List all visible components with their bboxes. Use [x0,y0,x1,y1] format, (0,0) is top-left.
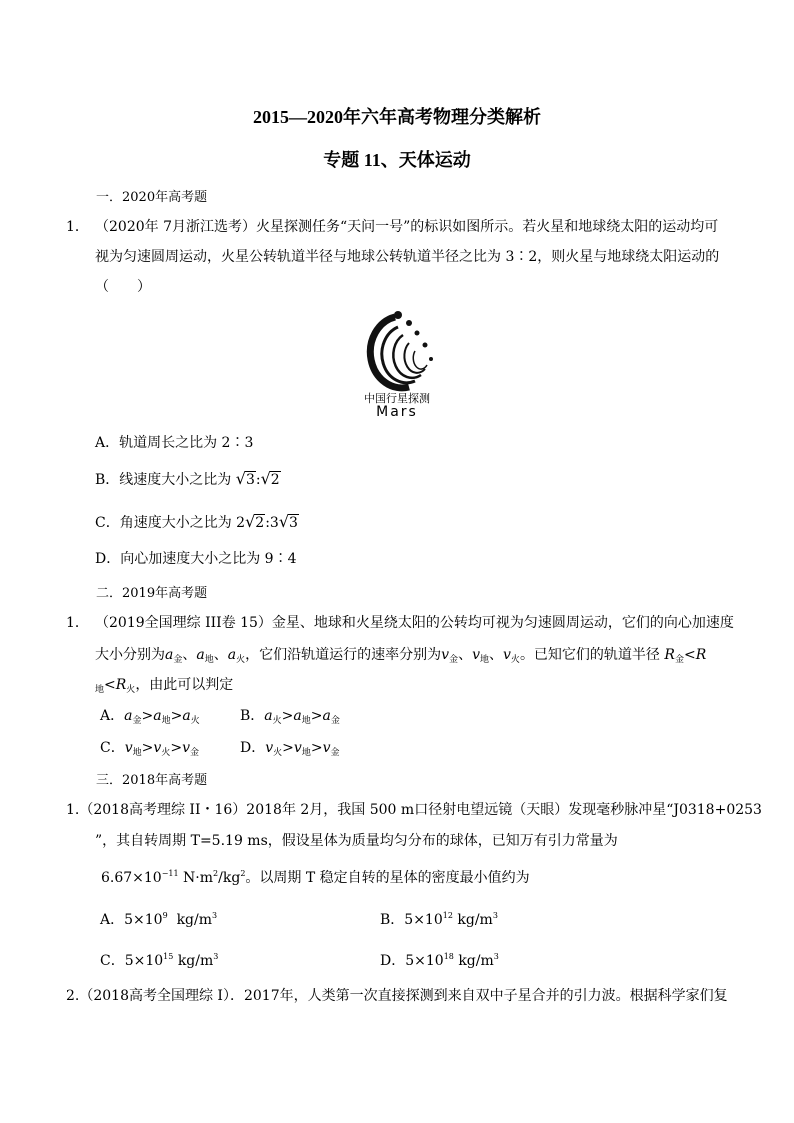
section-header-2019: 二．2019年高考题 [96,586,208,601]
option-c: C．$v_地>v_火>v_金$ [100,740,199,758]
question-text-line: 2.（2018高考全国理综 I）．2017年，人类第一次直接探测到来自双中子星合并的引力波。根据科学家们复 [66,988,728,1004]
section-header-2018: 三．2018年高考题 [96,773,208,788]
option-d: D．$v_火>v_地>v_金$ [240,740,340,758]
question-text-line: 1.（2018高考理综 II・16）2018年 2月，我国 500 m口径射电望远镜（天眼）发现毫秒脉冲星“J0318+0253 [66,802,762,818]
option-d: D．向心加速度大小之比为 9∶4 [95,551,297,567]
question-text-line: 大小分别为$a_金$、$a_地$、$a_火$，它们沿轨道运行的速率分别为$v_金$、$v_地$、$v_火$。已知它们的轨道半径 $R_金<R$ [95,647,707,665]
option-a: A．轨道周长之比为 2∶3 [95,435,254,451]
option-c: C．$5\times 10^{15}$ $kg/m^3$ [100,952,219,969]
question-text-line: $6.67\times 10^{-11}$ $N\cdot m^2/kg^2$。以周期 T 稳定自转的星体的密度最小值约为 [101,869,530,886]
question-number: 1． [66,219,89,235]
option-a: A．$5\times 10^9$ $kg/m^3$ [100,911,218,928]
option-b: B．$a_火>a_地>a_金$ [240,708,340,726]
document-subtitle: 专题 11、天体运动 [323,150,471,170]
document-title: 2015—2020年六年高考物理分类解析 [253,107,541,127]
logo-caption-cn: 中国行星探测 [364,392,430,405]
question-text-line: （ ） [95,279,151,295]
logo-caption-en: Mars [376,404,418,420]
question-text-line: ”，其自转周期 T=5.19 ms，假设星体为质量均匀分布的球体，已知万有引力常量为 [95,833,618,849]
question-text-line: $_地<R_火$，由此可以判定 [95,677,234,695]
option-b: B．$5\times 10^{12}$ $kg/m^3$ [380,911,498,928]
option-a: A．$a_金>a_地>a_火$ [100,708,200,726]
option-d: D．$5\times 10^{18}$ $kg/m^3$ [380,952,499,969]
option-b-label: B．线速度大小之比为 [95,472,232,488]
question-number: 1． [66,615,89,631]
question-text-line: （2019全国理综 III卷 15）金星、地球和火星绕太阳的公转均可视为匀速圆周运动，它们的向心加速度 [95,615,734,631]
section-header-2020: 一．2020年高考题 [96,190,208,205]
option-b: B．线速度大小之比为 √3:√2 [95,469,280,488]
question-text-line: （2020年 7月浙江选考）火星探测任务“天问一号”的标识如图所示。若火星和地球绕太阳的运动均可 [95,219,719,235]
option-c: C．角速度大小之比为 2√2:3√3 [95,512,298,531]
question-text-line: 视为匀速圆周运动，火星公转轨道半径与地球公转轨道半径之比为 3∶2，则火星与地球绕太阳运动的 [95,249,720,265]
mars-logo-icon [365,305,445,393]
option-c-label: C．角速度大小之比为 [95,515,232,531]
